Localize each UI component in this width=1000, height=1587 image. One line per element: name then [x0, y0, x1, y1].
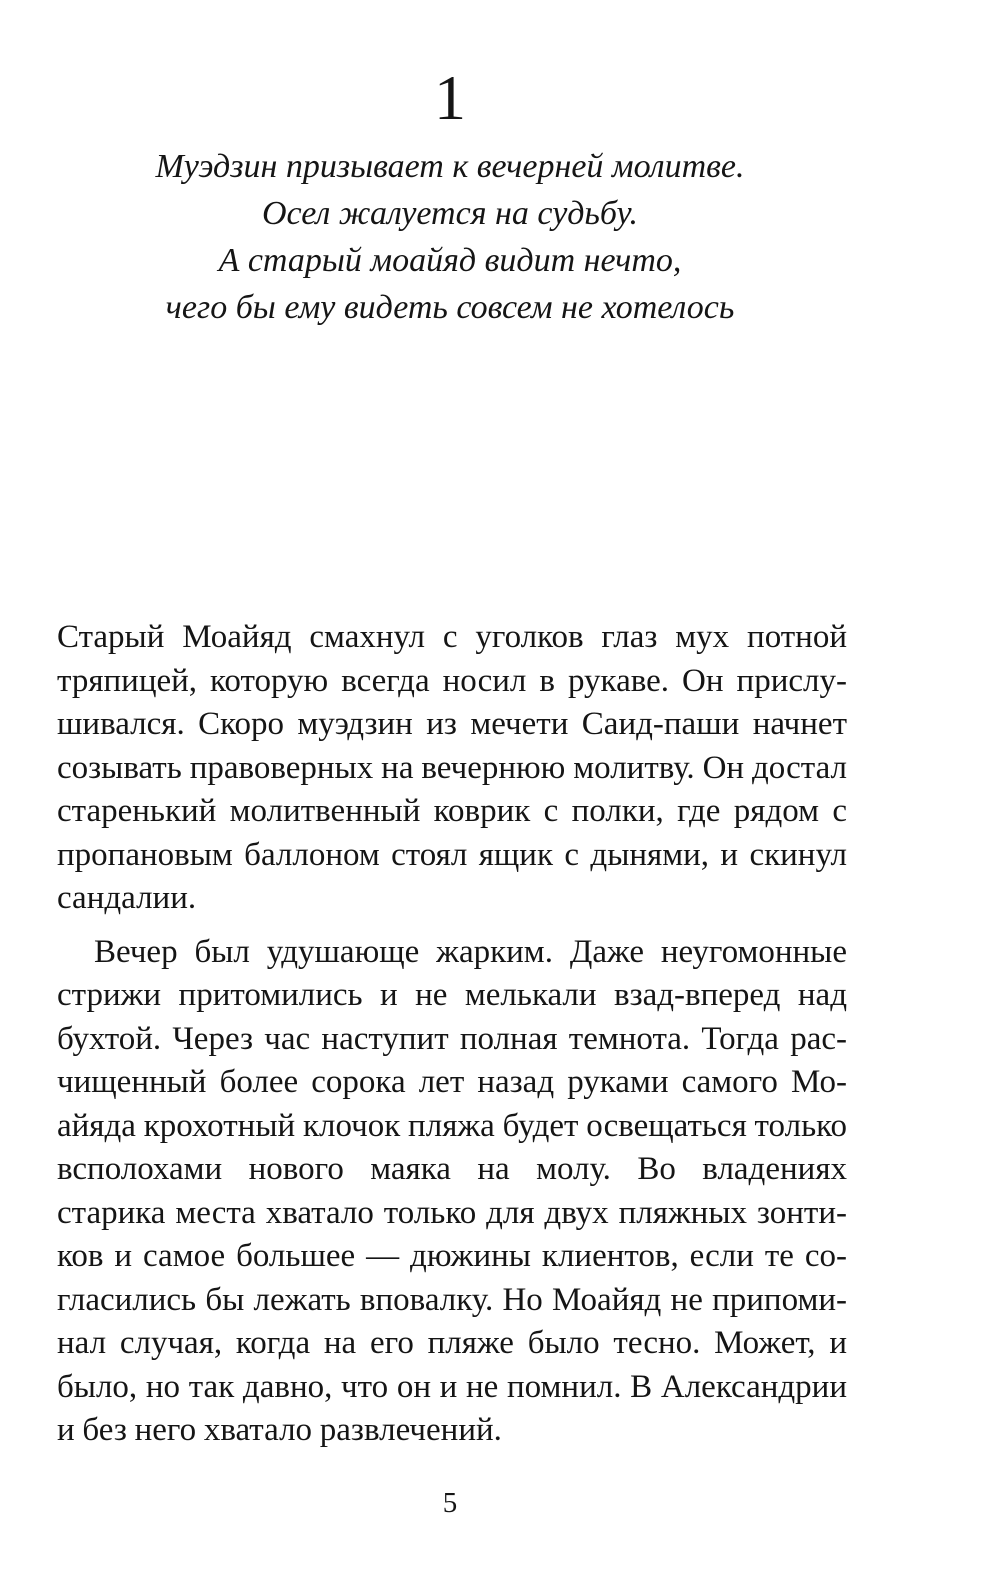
page-number: 5 [442, 1487, 458, 1519]
body-text [57, 616, 847, 1453]
paragraph-2: Вечер был удушающе жарким. Даже неугомонные стрижи притомились и не мелькали взад-вперед над бухтой. Через час наступит полная темнота. Тогда расчищенный более сорока лет назад руками самого Моайяда крохотный клочок пляжа будет освещаться только всполохами нового маяка на молу. Во владениях старика места хватало только для двух пляжных зонтиков и самое большее — дюжины клиентов, если те согласились бы лежать вповалку. Но Моайяд не припоминал случая, когда на его пляже было тесно. Может, и было, но так давно, что он и не помнил. В Александрии и без него хватало развлечений. [57, 933, 847, 1448]
chapter-number: 1 [434, 62, 466, 133]
paragraph-1: Старый Моайяд смахнул с уголков глаз мух потной тряпицей, которую всегда носил в рукаве. Он прислушивался. Скоро муэдзин из мечети Саид-паши начнет созывать правоверных на вечернюю молитву. Он достал старенький молитвенный коврик с полки, где рядом с пропановым баллоном стоял ящик с дынями, и скинул сандалии. [57, 619, 847, 916]
epigraph-line: Муэдзин призывает к вечерней молитве. [155, 148, 745, 185]
epigraph-line: Осел жалуется на судьбу. [262, 195, 638, 232]
epigraph-line: А старый моайяд видит нечто, [218, 242, 682, 279]
epigraph [0, 143, 900, 331]
epigraph-line: чего бы ему видеть совсем не хотелось [165, 289, 735, 326]
